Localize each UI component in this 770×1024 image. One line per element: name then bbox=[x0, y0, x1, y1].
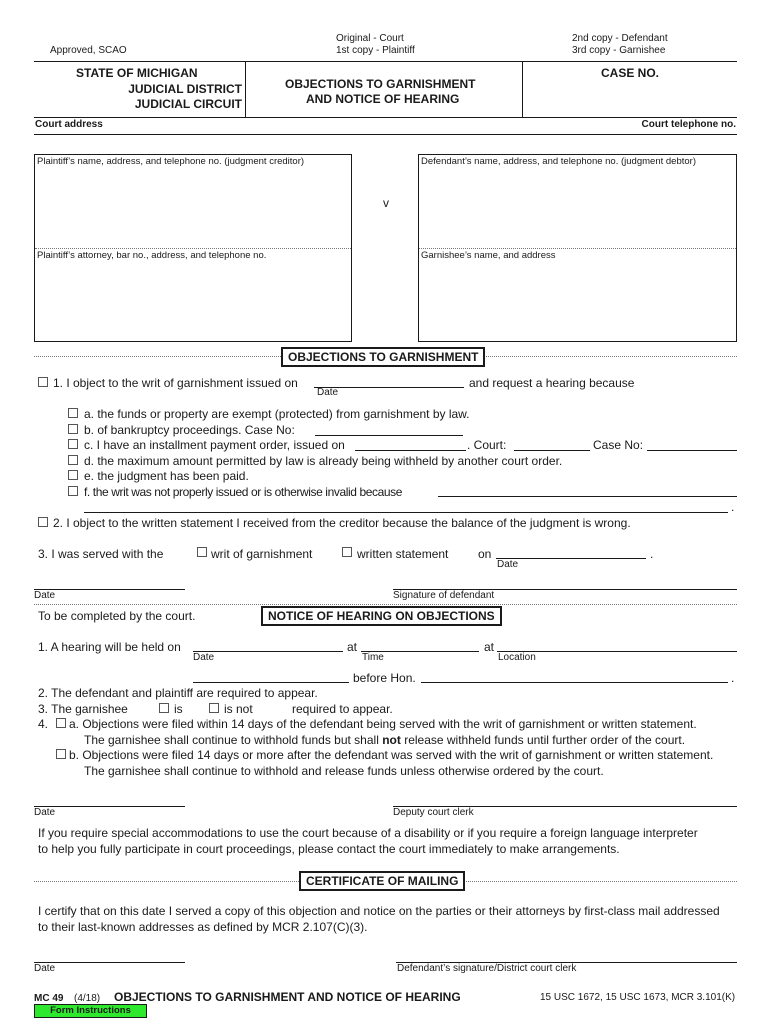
withhold-pre: The garnishee shall continue to withhold funds but shall bbox=[84, 733, 379, 747]
late-objection-instruction: The garnishee shall continue to withhold and release funds unless otherwise ordered by the court. bbox=[84, 764, 604, 778]
form-title-line2: AND NOTICE OF HEARING bbox=[306, 92, 460, 106]
objection1-request: and request a hearing because bbox=[469, 376, 635, 390]
reason-c-checkbox[interactable] bbox=[68, 439, 78, 449]
reason-c-case: Case No: bbox=[593, 438, 644, 452]
copies-distribution-right bbox=[572, 33, 668, 57]
judge-name-field[interactable] bbox=[421, 682, 728, 683]
hearing-held-text: 1. A hearing will be held on bbox=[38, 640, 181, 654]
form-title-line1: OBJECTIONS TO GARNISHMENT bbox=[285, 77, 476, 91]
hearing-date-label: Date bbox=[193, 652, 215, 663]
judge-line-left bbox=[193, 682, 349, 683]
hearing-date-field[interactable] bbox=[193, 651, 343, 652]
court-completion-note: To be completed by the court. bbox=[38, 609, 196, 623]
served-statement-checkbox[interactable] bbox=[342, 547, 352, 557]
court-telephone-label: Court telephone no. bbox=[641, 119, 736, 130]
defendant-label: Defendant’s name, address, and telephone no. (judgment debtor) bbox=[421, 156, 696, 167]
before-hon-label: before Hon. bbox=[353, 671, 416, 685]
reason-f-text: f. the writ was not properly issued or is otherwise invalid because bbox=[84, 485, 403, 499]
garnishee-is-not-checkbox[interactable] bbox=[209, 703, 219, 713]
served-text: 3. I was served with the bbox=[38, 547, 164, 561]
notice-title: NOTICE OF HEARING ON OBJECTIONS bbox=[261, 606, 502, 626]
bankruptcy-case-field[interactable] bbox=[315, 435, 463, 436]
legal-references: 15 USC 1672, 15 USC 1673, MCR 3.101(K) bbox=[540, 992, 736, 1003]
reason-c-text: c. I have an installment payment order, issued on bbox=[84, 438, 345, 452]
judicial-circuit: JUDICIAL CIRCUIT bbox=[134, 97, 242, 111]
clerk-signature-label: Deputy court clerk bbox=[393, 807, 474, 818]
reason-f-end: . bbox=[731, 500, 735, 514]
objection2-checkbox[interactable] bbox=[38, 517, 48, 527]
copy-original: Original - Court bbox=[336, 33, 404, 44]
copy-second: 2nd copy - Defendant bbox=[572, 33, 668, 44]
invalid-reason-field-2[interactable] bbox=[84, 512, 728, 513]
installment-court-field[interactable] bbox=[514, 450, 590, 451]
accommodation-line1: If you require special accommodations to use the court because of a disability or if you require a foreign language interpreter bbox=[38, 826, 698, 840]
hearing-at-1: at bbox=[347, 640, 358, 654]
late-objection-checkbox[interactable] bbox=[56, 749, 66, 759]
served-date-field[interactable] bbox=[496, 558, 646, 559]
mailing-signature-label: Defendant’s signature/District court clerk bbox=[397, 963, 577, 974]
accommodation-line2: to help you fully participate in court proceedings, please contact the court immediately to make arrangements. bbox=[38, 842, 620, 856]
objection2-text: 2. I object to the written statement I received from the creditor because the balance of the judgment is wrong. bbox=[53, 516, 631, 530]
versus: v bbox=[383, 196, 389, 210]
hearing-at-2: at bbox=[484, 640, 495, 654]
mailing-title: CERTIFICATE OF MAILING bbox=[299, 871, 465, 891]
form-id: MC 49 bbox=[34, 993, 64, 1004]
reason-e-text: e. the judgment has been paid. bbox=[84, 469, 249, 483]
plaintiff-attorney-label: Plaintiff’s attorney, bar no., address, and telephone no. bbox=[37, 250, 267, 261]
served-date-label: Date bbox=[497, 559, 519, 570]
defendant-sign-date-label: Date bbox=[34, 590, 56, 601]
withhold-not: not bbox=[382, 733, 401, 747]
garnishee-is-not-label: is not bbox=[224, 702, 253, 716]
mailing-date-label: Date bbox=[34, 963, 56, 974]
garnishee-required-label: required to appear. bbox=[292, 702, 393, 716]
served-writ-label: writ of garnishment bbox=[211, 547, 313, 561]
form-instructions-button[interactable]: Form Instructions bbox=[34, 1004, 147, 1018]
defendant-divider bbox=[419, 248, 736, 249]
served-on-label: on bbox=[478, 547, 492, 561]
defendant-signature-label: Signature of defendant bbox=[393, 590, 495, 601]
hearing-time-label: Time bbox=[362, 652, 384, 663]
plaintiff-divider bbox=[35, 248, 351, 249]
copy-third: 3rd copy - Garnishee bbox=[572, 45, 666, 56]
judicial-district: JUDICIAL DISTRICT bbox=[128, 82, 242, 96]
reason-d-checkbox[interactable] bbox=[68, 455, 78, 465]
invalid-reason-field[interactable] bbox=[438, 496, 737, 497]
writ-date-label: Date bbox=[317, 387, 339, 398]
item4-number: 4. bbox=[38, 717, 49, 731]
late-objection-text: b. Objections were filed 14 days or more after the defendant was served with the writ of garnishment or written statement. bbox=[69, 748, 714, 762]
served-writ-checkbox[interactable] bbox=[197, 547, 207, 557]
installment-date-field[interactable] bbox=[355, 450, 466, 451]
mailing-text-line2: to their last-known addresses as defined by MCR 2.107(C)(3). bbox=[38, 920, 368, 934]
reason-b-text: b. of bankruptcy proceedings. Case No: bbox=[84, 423, 295, 437]
appearance-required: 2. The defendant and plaintiff are required to appear. bbox=[38, 686, 318, 700]
reason-f-checkbox[interactable] bbox=[68, 486, 78, 496]
reason-e-checkbox[interactable] bbox=[68, 470, 78, 480]
court-address-label: Court address bbox=[35, 119, 103, 130]
served-statement-label: written statement bbox=[357, 547, 449, 561]
state-of-michigan: STATE OF MICHIGAN bbox=[76, 66, 198, 80]
form-revision: (4/18) bbox=[74, 993, 101, 1004]
withhold-post: release withheld funds until further order of the court. bbox=[404, 733, 686, 747]
installment-case-field[interactable] bbox=[647, 450, 737, 451]
case-number-label: CASE NO. bbox=[601, 66, 660, 80]
garnishee-appearance: 3. The garnishee bbox=[38, 702, 128, 716]
garnishee-label: Garnishee’s name, and address bbox=[421, 250, 556, 261]
timely-objection-instruction bbox=[84, 733, 685, 747]
garnishee-is-label: is bbox=[174, 702, 183, 716]
clerk-date-field[interactable] bbox=[34, 806, 185, 807]
reason-b-checkbox[interactable] bbox=[68, 424, 78, 434]
served-end: . bbox=[650, 547, 654, 561]
garnishee-is-checkbox[interactable] bbox=[159, 703, 169, 713]
reason-a-text: a. the funds or property are exempt (protected) from garnishment by law. bbox=[84, 407, 470, 421]
header-divider-2 bbox=[522, 61, 523, 117]
reason-c-court: . Court: bbox=[467, 438, 507, 452]
copy-first: 1st copy - Plaintiff bbox=[336, 45, 415, 56]
timely-objection-checkbox[interactable] bbox=[56, 718, 66, 728]
copies-distribution-left bbox=[336, 33, 415, 57]
header-divider-1 bbox=[245, 61, 246, 117]
header-top-rule bbox=[34, 61, 737, 62]
timely-objection-text: a. Objections were filed within 14 days of the defendant being served with the writ of garnishment or written statement. bbox=[69, 717, 697, 731]
plaintiff-label: Plaintiff’s name, address, and telephone no. (judgment creditor) bbox=[37, 156, 305, 167]
court-info-rule bbox=[34, 134, 737, 135]
mailing-text-line1: I certify that on this date I served a copy of this objection and notice on the parties or their attorneys by first-class mail addressed bbox=[38, 904, 720, 918]
notice-rule bbox=[34, 604, 737, 605]
hearing-location-label: Location bbox=[498, 652, 536, 663]
objection1-text: 1. I object to the writ of garnishment issued on bbox=[53, 376, 298, 390]
objections-title: OBJECTIONS TO GARNISHMENT bbox=[281, 347, 485, 367]
defendant-sign-date-field[interactable] bbox=[34, 589, 185, 590]
approved-scao: Approved, SCAO bbox=[50, 45, 127, 56]
before-hon-end: . bbox=[731, 671, 735, 685]
objection1-checkbox[interactable] bbox=[38, 377, 48, 387]
mailing-date-field[interactable] bbox=[34, 962, 185, 963]
reason-d-text: d. the maximum amount permitted by law is already being withheld by another court order. bbox=[84, 454, 563, 468]
header-bottom-rule bbox=[34, 117, 737, 118]
clerk-date-label: Date bbox=[34, 807, 56, 818]
footer-title: OBJECTIONS TO GARNISHMENT AND NOTICE OF HEARING bbox=[114, 990, 461, 1004]
reason-a-checkbox[interactable] bbox=[68, 408, 78, 418]
